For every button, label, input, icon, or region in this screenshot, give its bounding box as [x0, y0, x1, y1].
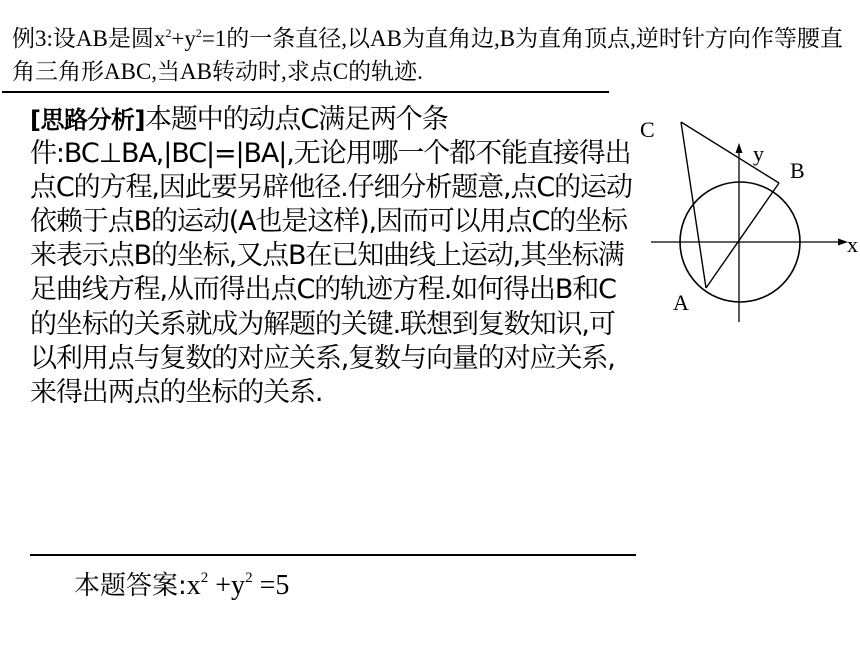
analysis-body: 本题中的动点C满足两个条件:BC⊥BA,|BC|=|BA|,无论用哪一个都不能直接得出点C的方程,因此要另辟他径.仔细分析题意,点C的运动依赖于点B的运动(A也是这样),因而可以用点C的坐标来表示点B的坐标,又点B在已知曲线上运动,其坐标满足曲线方程,从而得出点C的轨迹方程.如何得出B和C的坐标的关系就成为解题的关键.联想到复数知识,可以利用点与复数的对应关系,复数与向量的对应关系,来得出两点的坐标的关系. [30, 104, 632, 408]
problem-statement [12, 22, 852, 88]
problem-exponent-a: 2 [165, 26, 172, 40]
analysis-paragraph [30, 103, 636, 410]
problem-text-a: 例3:设AB是圆x [12, 26, 166, 51]
diameter-ab [706, 183, 779, 288]
answer-line [74, 566, 289, 606]
y-axis-arrow [736, 143, 743, 153]
label-x: x [847, 232, 858, 257]
side-bc [681, 122, 779, 183]
label-a: A [673, 290, 689, 315]
label-b: B [790, 158, 805, 183]
problem-text-b: +y [171, 26, 196, 51]
side-ac [681, 122, 706, 288]
top-divider [2, 91, 609, 93]
answer-part-1: x [186, 570, 201, 601]
circle-figure [620, 100, 860, 340]
answer-part-2: +y [208, 570, 246, 601]
analysis-heading: [思路分析] [30, 106, 145, 134]
answer-label: 本题答案: [74, 571, 187, 601]
problem-exponent-b: 2 [195, 26, 202, 40]
label-c: C [640, 117, 655, 142]
answer-exponent-2: 2 [245, 570, 253, 586]
problem-text-c: =1的一条直径,以AB为直角边,B为直角顶点,逆时针方向作等腰直角三角形ABC,当AB转动时,求点C的轨迹. [12, 26, 843, 84]
label-y: y [753, 141, 764, 166]
answer-divider [30, 554, 636, 556]
answer-part-3: =5 [252, 570, 290, 601]
answer-exponent-1: 2 [200, 570, 209, 586]
